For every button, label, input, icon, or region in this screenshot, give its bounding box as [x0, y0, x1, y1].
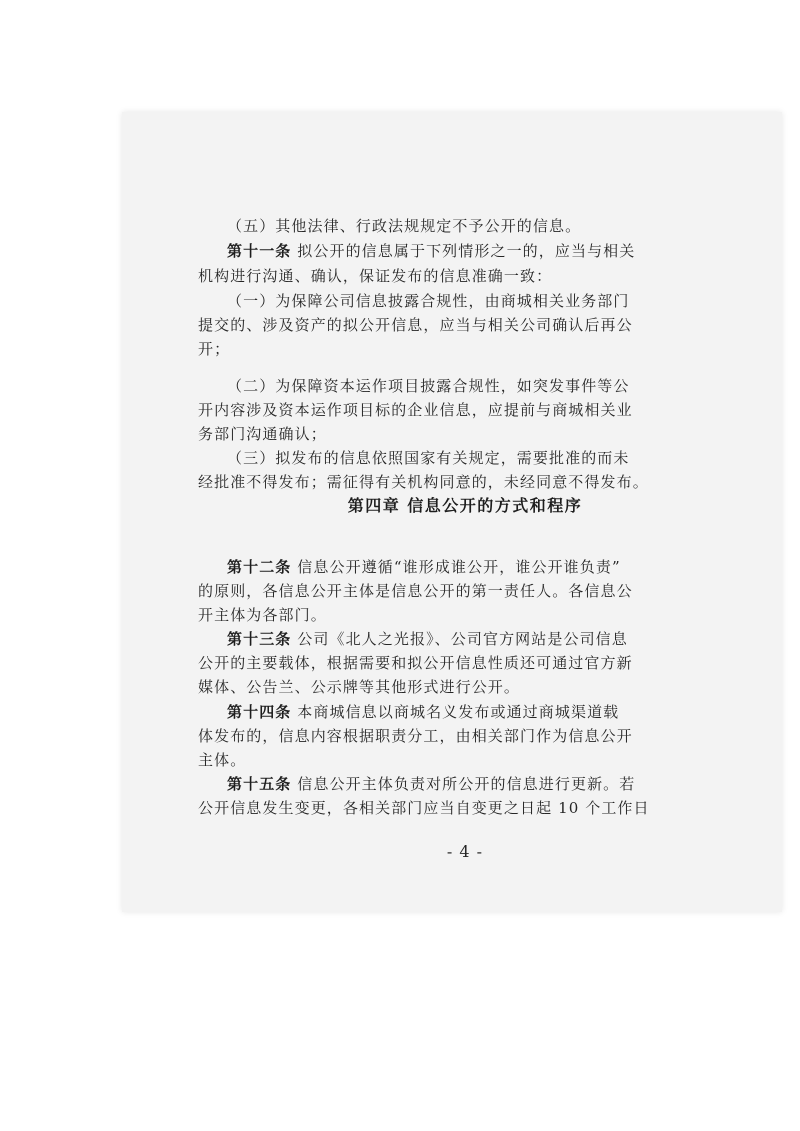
clause-2-line-1	[227, 374, 630, 398]
line-text: 务部门沟通确认；	[198, 425, 327, 443]
article-12-line-3	[198, 603, 327, 627]
article-15-line-1	[227, 772, 635, 796]
line-text: 媒体、公告兰、公示牌等其他形式进行公开。	[198, 678, 521, 696]
clause-1-line-2	[198, 313, 633, 337]
clause-3-line-1	[227, 446, 630, 470]
article-12-title: 第十二条	[227, 558, 292, 576]
line-text: 公开信息发生变更，各相关部门应当自变更之日起 10 个工作日	[198, 799, 650, 817]
article-14-title: 第十四条	[227, 703, 292, 721]
clause-3-line-2	[198, 470, 649, 494]
article-13-line-3	[198, 675, 520, 699]
line-text: 的原则，各信息公开主体是信息公开的第一责任人。各信息公	[198, 582, 633, 600]
line-text: 经批准不得发布；需征得有关机构同意的，未经同意不得发布。	[198, 473, 649, 491]
article-11-line-1	[227, 239, 635, 263]
line-text: 拟公开的信息属于下列情形之一的，应当与相关	[297, 242, 636, 260]
article-14-line-2	[198, 724, 633, 748]
line-text: （三）拟发布的信息依照国家有关规定，需要批准的而未	[227, 449, 630, 467]
clause-2-line-3	[198, 422, 327, 446]
article-11-line-2	[198, 264, 552, 288]
line-text: 体发布的，信息内容根据职责分工，由相关部门作为信息公开	[198, 727, 633, 745]
article-13-line-2	[198, 651, 633, 675]
chapter-heading: 第四章 信息公开的方式和程序	[347, 496, 583, 515]
article-14-line-1	[227, 700, 619, 724]
line-text: （二）为保障资本运作项目披露合规性，如突发事件等公	[227, 377, 630, 395]
line-text: 主体。	[198, 751, 247, 769]
article-12-line-1	[227, 555, 621, 579]
line-text: （五）其他法律、行政法规规定不予公开的信息。	[227, 217, 582, 235]
line-text: 开主体为各部门。	[198, 606, 327, 624]
article-13-line-1	[227, 627, 628, 651]
article-12-line-2	[198, 579, 633, 603]
line-text: 开内容涉及资本运作项目标的企业信息，应提前与商城相关业	[198, 401, 633, 419]
line-text: 公开的主要载体，根据需要和拟公开信息性质还可通过官方新	[198, 654, 633, 672]
line-text: （一）为保障公司信息披露合规性，由商城相关业务部门	[227, 292, 630, 310]
article-15-line-2	[198, 796, 650, 820]
article-15-title: 第十五条	[227, 775, 292, 793]
clause-1-line-3	[198, 337, 230, 361]
clause-5-line	[227, 214, 581, 238]
page-number: - 4 -	[446, 842, 484, 861]
clause-2-line-2	[198, 398, 633, 422]
article-14-line-3	[198, 748, 246, 772]
line-text: 公司《北人之光报》、公司官方网站是公司信息	[297, 630, 628, 648]
line-text: 信息公开主体负责对所公开的信息进行更新。若	[297, 775, 636, 793]
line-text: 开；	[198, 340, 231, 358]
line-text: 本商城信息以商城名义发布或通过商城渠道载	[297, 703, 620, 721]
article-11-title: 第十一条	[227, 242, 292, 260]
article-13-title: 第十三条	[227, 630, 292, 648]
clause-1-line-1	[227, 289, 630, 313]
line-text: 信息公开遵循“谁形成谁公开，谁公开谁负责”	[297, 558, 621, 576]
line-text: 提交的、涉及资产的拟公开信息，应当与相关公司确认后再公	[198, 316, 633, 334]
line-text: 机构进行沟通、确认，保证发布的信息准确一致：	[198, 267, 553, 285]
